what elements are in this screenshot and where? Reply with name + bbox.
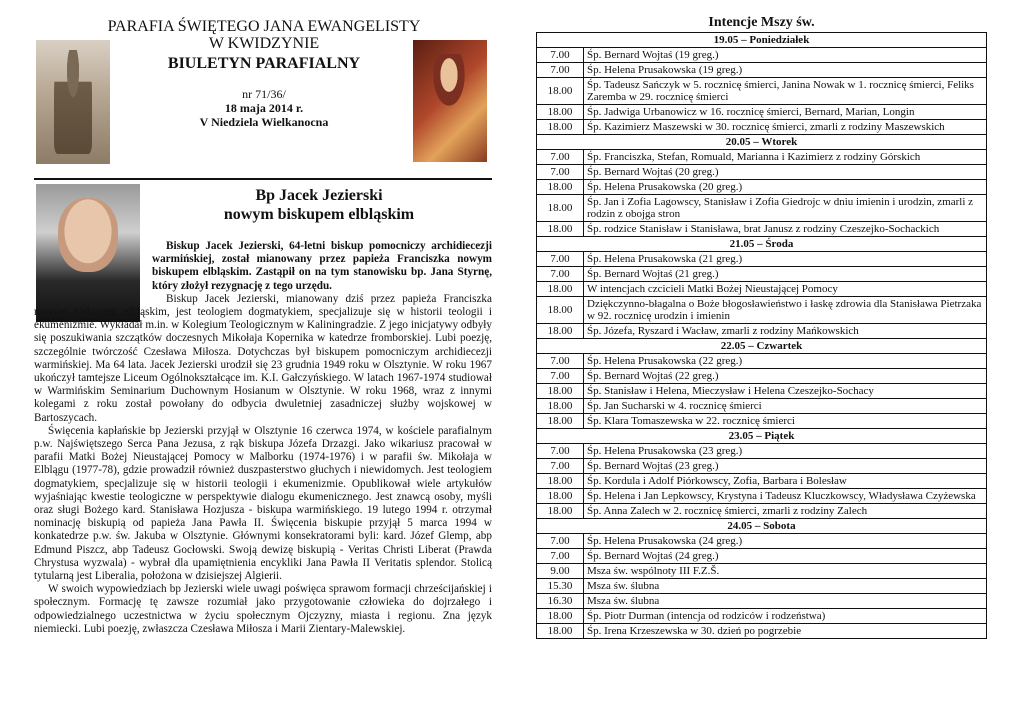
- mass-time: 18.00: [537, 297, 584, 324]
- mass-time: 7.00: [537, 549, 584, 564]
- day-header: 20.05 – Wtorek: [537, 135, 987, 150]
- mass-time: 18.00: [537, 489, 584, 504]
- intention-text: Śp. Franciszka, Stefan, Romuald, Marianna i Kazimierz z rodziny Górskich: [584, 150, 987, 165]
- intention-text: Śp. Piotr Durman (intencja od rodziców i rodzeństwa): [584, 609, 987, 624]
- intention-row: [537, 297, 987, 324]
- intention-row: [537, 549, 987, 564]
- parish-name-line2: W KWIDZYNIE: [208, 35, 320, 52]
- mass-time: 9.00: [537, 564, 584, 579]
- intention-row: [537, 63, 987, 78]
- day-header-row: [537, 339, 987, 354]
- intention-row: [537, 624, 987, 639]
- intentions-table: [536, 32, 987, 639]
- mass-time: 7.00: [537, 354, 584, 369]
- intention-text: Śp. Helena Prusakowska (21 greg.): [584, 252, 987, 267]
- day-header-row: [537, 33, 987, 48]
- intention-text: Śp. Helena i Jan Lepkowscy, Krystyna i Tadeusz Kluczkowscy, Władysława Czyżewska: [584, 489, 987, 504]
- article-title-line1: Bp Jacek Jezierski: [255, 187, 383, 204]
- mass-time: 18.00: [537, 414, 584, 429]
- intention-row: [537, 369, 987, 384]
- day-header: 21.05 – Środa: [537, 237, 987, 252]
- mass-time: 16.30: [537, 594, 584, 609]
- article-paragraph: W swoich wypowiedziach bp Jezierski wiele uwagi poświęca sprawom formacji chrześcijańskiej i społecznym. Formację tę zawsze rozumiał jako przygotowanie człowieka do dojrzałego i odpowiedzialnego uczestnictwa w życiu społecznym Ojczyzny, miasta i regionu. Zna język niemiecki. Lubi poezję, zwłaszcza Czesława Miłosza i Marii Zientary-Malewskiej.: [34, 583, 492, 635]
- day-header: 22.05 – Czwartek: [537, 339, 987, 354]
- mass-time: 18.00: [537, 105, 584, 120]
- intention-row: [537, 324, 987, 339]
- intention-row: [537, 267, 987, 282]
- intention-text: Śp. rodzice Stanisław i Stanisława, brat Janusz z rodziny Czeszejko-Sochackich: [584, 222, 987, 237]
- praying-woman-painting: [413, 40, 487, 162]
- day-header: 24.05 – Sobota: [537, 519, 987, 534]
- mass-intentions: [536, 14, 987, 639]
- intention-row: [537, 78, 987, 105]
- intention-text: Śp. Jadwiga Urbanowicz w 16. rocznicę śmierci, Bernard, Marian, Longin: [584, 105, 987, 120]
- mass-time: 18.00: [537, 324, 584, 339]
- intention-text: Śp. Bernard Wojtaś (24 greg.): [584, 549, 987, 564]
- header-divider: [34, 178, 492, 180]
- mass-time: 18.00: [537, 384, 584, 399]
- mass-time: 18.00: [537, 609, 584, 624]
- liturgical-sunday: V Niedziela Wielkanocna: [199, 115, 329, 129]
- intention-row: [537, 444, 987, 459]
- intention-row: [537, 534, 987, 549]
- intention-text: Śp. Kazimierz Maszewski w 30. rocznicę śmierci, zmarli z rodziny Maszewskich: [584, 120, 987, 135]
- mass-time: 7.00: [537, 369, 584, 384]
- intention-text: Śp. Bernard Wojtaś (21 greg.): [584, 267, 987, 282]
- intention-row: [537, 195, 987, 222]
- article-title-line2: nowym biskupem elbląskim: [223, 206, 415, 223]
- mass-time: 18.00: [537, 624, 584, 639]
- intention-row: [537, 120, 987, 135]
- intention-text: Śp. Irena Krzeszewska w 30. dzień po pogrzebie: [584, 624, 987, 639]
- intention-row: [537, 150, 987, 165]
- intention-text: Śp. Klara Tomaszewska w 22. rocznicę śmierci: [584, 414, 987, 429]
- mass-time: 18.00: [537, 120, 584, 135]
- intention-text: Śp. Jan i Zofia Lagowscy, Stanisław i Zofia Giedrojc w dniu imienin i urodzin, zmarli z rodzin z obojga stron: [584, 195, 987, 222]
- saint-statue-image: [36, 40, 110, 164]
- bulletin-title: BIULETYN PARAFIALNY: [167, 55, 361, 72]
- intention-text: Śp. Bernard Wojtaś (20 greg.): [584, 165, 987, 180]
- intention-text: Śp. Józefa, Ryszard i Wacław, zmarli z rodziny Mańkowskich: [584, 324, 987, 339]
- article-paragraph: Święcenia kapłańskie bp Jezierski przyjął w Olsztynie 16 czerwca 1974, w kościele parafialnym p.w. Najświętszego Serca Pana Jezusa, z rąk biskupa Józefa Drzazgi. Jako wikariusz pracował w parafii Matki Bożej Nieustającej Pomocy w Malborku (1974-1976) i w parafii św. Mikołaja w Elblągu (1977-78), gdzie prowadził również duszpasterstwo głuchych i niewidomych. Jest teologiem dogmatykiem, specjalizuje się w historii teologii i ekumenizmie. Opublikował wiele artykułów wyjaśniając kwestie teologiczne w perspektywie dialogu ekumenicznego. Jest znawcą osoby, myśli oraz sługi Bożego kard. Stanisława Hozjusza - biskupa warmińskiego. 19 lutego 1994 r. otrzymał nominację biskupią od papieża Jana Pawła II. Święcenia biskupie przyjął 5 marca 1994 w konkatedrze p.w. św. Jakuba w Olsztynie. Głównymi konsekratorami byli: kard. Józef Glemp, abp Edmund Piszcz, abp Tadeusz Gocłowski. Swoją dewizę biskupią - Veritas Christi Liberat (Prawda Chrystusa wyzwala) - wybrał dla upamiętnienia encykliki Jana Pawła II Veritatis splendor. Stolicą tytularną jest Liberalia, położona w dzisiejszej Algierii.: [34, 424, 492, 583]
- mass-time: 7.00: [537, 165, 584, 180]
- intention-row: [537, 564, 987, 579]
- intention-text: Śp. Helena Prusakowska (23 greg.): [584, 444, 987, 459]
- left-page: [34, 14, 492, 720]
- mass-time: 7.00: [537, 63, 584, 78]
- intention-text: Msza św. ślubna: [584, 579, 987, 594]
- intention-text: Śp. Helena Prusakowska (24 greg.): [584, 534, 987, 549]
- mass-time: 7.00: [537, 459, 584, 474]
- intention-row: [537, 594, 987, 609]
- intention-row: [537, 504, 987, 519]
- mass-time: 18.00: [537, 222, 584, 237]
- mass-time: 18.00: [537, 474, 584, 489]
- day-header-row: [537, 519, 987, 534]
- mass-time: 18.00: [537, 195, 584, 222]
- intention-row: [537, 252, 987, 267]
- intention-row: [537, 105, 987, 120]
- intention-row: [537, 459, 987, 474]
- intention-text: Śp. Helena Prusakowska (20 greg.): [584, 180, 987, 195]
- intention-text: Śp. Bernard Wojtaś (22 greg.): [584, 369, 987, 384]
- intention-row: [537, 282, 987, 297]
- intention-row: [537, 180, 987, 195]
- bulletin-header: [104, 18, 424, 129]
- article-title: [146, 186, 492, 224]
- day-header-row: [537, 135, 987, 150]
- intention-row: [537, 384, 987, 399]
- article-lead: Biskup Jacek Jezierski, 64-letni biskup pomocniczy archidiecezji warmińskiej, został mianowany przez papieża Franciszka nowym biskupem elbląskim. Zastąpił on na tym stanowisku bp. Jana Styrnę, który złożył rezygnację z tego urzędu.: [152, 240, 492, 292]
- mass-time: 18.00: [537, 180, 584, 195]
- intention-text: Śp. Anna Zalech w 2. rocznicę śmierci, zmarli z rodziny Zalech: [584, 504, 987, 519]
- mass-time: 7.00: [537, 534, 584, 549]
- mass-time: 15.30: [537, 579, 584, 594]
- mass-time: 18.00: [537, 399, 584, 414]
- intention-text: Śp. Jan Sucharski w 4. rocznicę śmierci: [584, 399, 987, 414]
- day-header: 23.05 – Piątek: [537, 429, 987, 444]
- parish-name-line1: PARAFIA ŚWIĘTEGO JANA EWANGELISTY: [107, 18, 421, 35]
- intention-row: [537, 399, 987, 414]
- intention-row: [537, 489, 987, 504]
- intentions-title: Intencje Mszy św.: [708, 15, 815, 30]
- intention-row: [537, 165, 987, 180]
- intention-row: [537, 579, 987, 594]
- day-header-row: [537, 429, 987, 444]
- intention-text: Śp. Helena Prusakowska (22 greg.): [584, 354, 987, 369]
- intention-text: Śp. Kordula i Adolf Piórkowscy, Zofia, Barbara i Bolesław: [584, 474, 987, 489]
- issue-date: 18 maja 2014 r.: [224, 101, 304, 115]
- intention-row: [537, 474, 987, 489]
- mass-time: 7.00: [537, 48, 584, 63]
- day-header: 19.05 – Poniedziałek: [537, 33, 987, 48]
- intention-row: [537, 414, 987, 429]
- mass-time: 18.00: [537, 504, 584, 519]
- article-body: [34, 240, 492, 636]
- mass-time: 7.00: [537, 150, 584, 165]
- intention-text: Dziękczynno-błagalna o Boże błogosławieństwo i łaskę zdrowia dla Stanisława Pietrzaka w 92. rocznicę urodzin i imienin: [584, 297, 987, 324]
- intention-row: [537, 354, 987, 369]
- day-header-row: [537, 237, 987, 252]
- intention-text: Śp. Bernard Wojtaś (19 greg.): [584, 48, 987, 63]
- intention-text: Msza św. wspólnoty III F.Z.Š.: [584, 564, 987, 579]
- intention-text: Śp. Stanisław i Helena, Mieczysław i Helena Czeszejko-Sochacy: [584, 384, 987, 399]
- intention-text: Śp. Tadeusz Sańczyk w 5. rocznicę śmierci, Janina Nowak w 1. rocznicę śmierci, Feliks Zaremba w 29. rocznicę śmierci: [584, 78, 987, 105]
- mass-time: 7.00: [537, 444, 584, 459]
- mass-time: 18.00: [537, 78, 584, 105]
- article-paragraph: Biskup Jacek Jezierski, mianowany dziś przez papieża Franciszka nowym biskupem elbląskim, jest teologiem dogmatykiem, specjalizuje się w historii teologii i ekumenizmie. Wykładał m.in. w Kolegium Teologicznym w Kaliningradzie. Z jego inicjatywy odbyły się poszukiwania szczątków doczesnych Mikołaja Kopernika w katedrze fromborskiej. Lubi poezję, szczególnie twórczość Czesława Miłosza. Dotychczas był biskupem pomocniczym archidiecezji warmińskiej. Ma 64 lata. Jacek Jezierski urodził się 23 grudnia 1949 roku w Olsztynie. W roku 1967 ukończył tamtejsze Liceum Ogólnokształcące im. K.I. Gałczyńskiego. W latach 1967-1974 studiował w Warmińskim Seminarium Duchownym Hosianum w Olsztynie. W roku 1968, wraz z innymi kolegami z roku został powołany do odbycia dwuletniej zasadniczej służby wojskowej w Bartoszycach.: [34, 292, 492, 424]
- intention-row: [537, 48, 987, 63]
- intention-text: Śp. Bernard Wojtaś (23 greg.): [584, 459, 987, 474]
- intention-text: W intencjach czcicieli Matki Bożej Nieustającej Pomocy: [584, 282, 987, 297]
- intention-text: Śp. Helena Prusakowska (19 greg.): [584, 63, 987, 78]
- mass-time: 18.00: [537, 282, 584, 297]
- intention-row: [537, 222, 987, 237]
- mass-time: 7.00: [537, 252, 584, 267]
- intention-text: Msza św. ślubna: [584, 594, 987, 609]
- mass-time: 7.00: [537, 267, 584, 282]
- intention-row: [537, 609, 987, 624]
- issue-number: nr 71/36/: [242, 87, 286, 101]
